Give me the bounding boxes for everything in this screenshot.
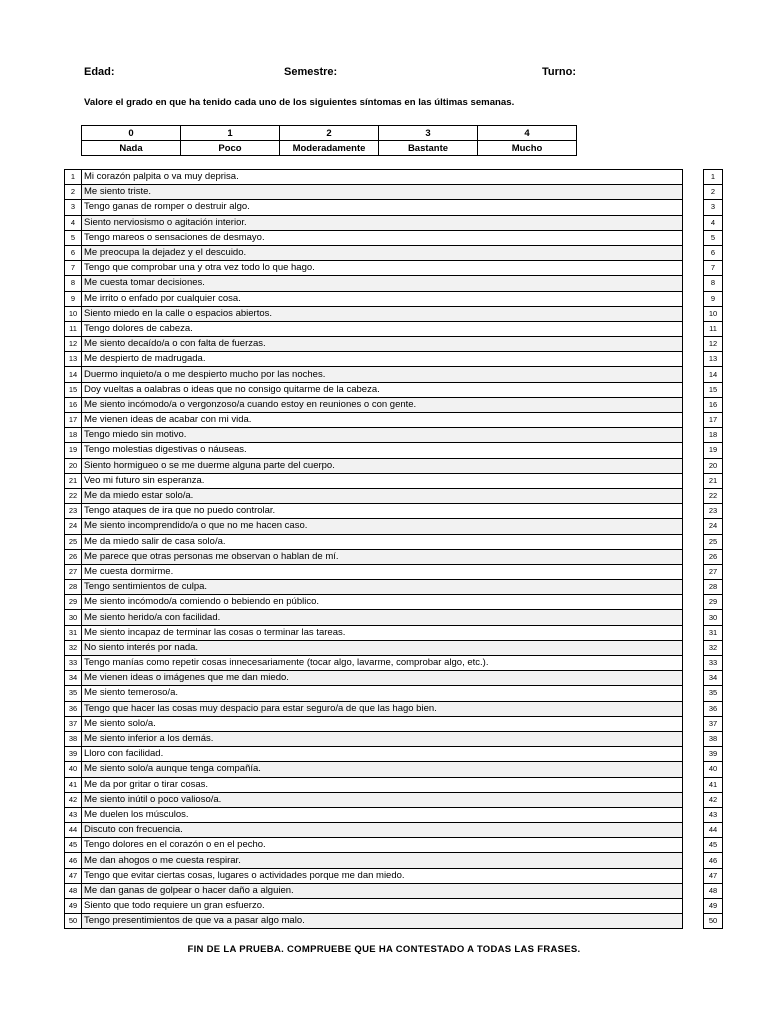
item-text: Me cuesta dormirme.: [82, 564, 683, 579]
item-text: Tengo que hacer las cosas muy despacio para estar seguro/a de que las hago bien.: [82, 701, 683, 716]
scale-label: Bastante: [379, 141, 478, 156]
instruction-text: Valore el grado en que ha tenido cada uno de los siguientes síntomas en las últimas semanas.: [84, 97, 515, 108]
table-row: [65, 899, 723, 914]
column-gap: [683, 564, 704, 579]
column-gap: [683, 443, 704, 458]
item-number-right: 45: [704, 838, 723, 853]
item-text: Tengo dolores de cabeza.: [82, 321, 683, 336]
item-number: 6: [65, 245, 82, 260]
column-gap: [683, 792, 704, 807]
scale-label: Moderadamente: [280, 141, 379, 156]
table-row: [65, 656, 723, 671]
item-number: 8: [65, 276, 82, 291]
item-text: Me siento incómodo/a o vergonzoso/a cuando estoy en reuniones o con gente.: [82, 397, 683, 412]
table-row: [65, 473, 723, 488]
column-gap: [683, 671, 704, 686]
table-row: [65, 580, 723, 595]
item-text: Tengo ganas de romper o destruir algo.: [82, 200, 683, 215]
item-text: Siento que todo requiere un gran esfuerzo.: [82, 899, 683, 914]
column-gap: [683, 595, 704, 610]
item-number-right: 11: [704, 321, 723, 336]
item-number-right: 17: [704, 413, 723, 428]
scale-value: 2: [280, 126, 379, 141]
item-number: 14: [65, 367, 82, 382]
item-number: 50: [65, 914, 82, 929]
item-number: 43: [65, 807, 82, 822]
item-number-right: 8: [704, 276, 723, 291]
item-number: 42: [65, 792, 82, 807]
item-number: 45: [65, 838, 82, 853]
item-number: 34: [65, 671, 82, 686]
item-number: 40: [65, 762, 82, 777]
item-number: 4: [65, 215, 82, 230]
item-number: 26: [65, 549, 82, 564]
item-text: Me siento inferior a los demás.: [82, 731, 683, 746]
table-row: [65, 321, 723, 336]
item-number: 25: [65, 534, 82, 549]
item-number: 46: [65, 853, 82, 868]
item-number: 23: [65, 504, 82, 519]
column-gap: [683, 883, 704, 898]
item-number: 12: [65, 337, 82, 352]
column-gap: [683, 762, 704, 777]
item-number: 49: [65, 899, 82, 914]
scale-value: 0: [82, 126, 181, 141]
column-gap: [683, 610, 704, 625]
item-text: Me parece que otras personas me observan o hablan de mí.: [82, 549, 683, 564]
turno-label: Turno:: [542, 66, 577, 78]
item-number: 24: [65, 519, 82, 534]
item-text: Tengo manías como repetir cosas innecesariamente (tocar algo, lavarme, comprobar algo, etc.).: [82, 656, 683, 671]
table-row: [65, 519, 723, 534]
item-number: 32: [65, 640, 82, 655]
item-number-right: 15: [704, 382, 723, 397]
item-text: Doy vueltas a oalabras o ideas que no consigo quitarme de la cabeza.: [82, 382, 683, 397]
item-number: 31: [65, 625, 82, 640]
column-gap: [683, 549, 704, 564]
table-row: [65, 853, 723, 868]
table-row: [65, 261, 723, 276]
item-number-right: 24: [704, 519, 723, 534]
table-row: [65, 686, 723, 701]
table-row: [65, 397, 723, 412]
item-number: 44: [65, 823, 82, 838]
column-gap: [683, 838, 704, 853]
item-text: Tengo presentimientos de que va a pasar algo malo.: [82, 914, 683, 929]
column-gap: [683, 428, 704, 443]
table-row: [65, 595, 723, 610]
table-row: [65, 367, 723, 382]
item-text: Tengo miedo sin motivo.: [82, 428, 683, 443]
column-gap: [683, 716, 704, 731]
item-number-right: 31: [704, 625, 723, 640]
item-number-right: 23: [704, 504, 723, 519]
table-row: [65, 610, 723, 625]
item-number-right: 39: [704, 747, 723, 762]
table-row: [65, 534, 723, 549]
item-number: 13: [65, 352, 82, 367]
scale-label: Mucho: [478, 141, 577, 156]
item-text: Me siento solo/a.: [82, 716, 683, 731]
table-row: [65, 762, 723, 777]
table-row: [65, 671, 723, 686]
item-number-right: 22: [704, 488, 723, 503]
scale-values-row: [82, 126, 577, 141]
item-number-right: 21: [704, 473, 723, 488]
table-row: [65, 731, 723, 746]
table-row: [65, 564, 723, 579]
item-text: No siento interés por nada.: [82, 640, 683, 655]
scale-value: 3: [379, 126, 478, 141]
item-text: Me siento inútil o poco valioso/a.: [82, 792, 683, 807]
item-text: Lloro con facilidad.: [82, 747, 683, 762]
table-row: [65, 701, 723, 716]
column-gap: [683, 170, 704, 185]
item-number-right: 40: [704, 762, 723, 777]
column-gap: [683, 640, 704, 655]
item-text: Me despierto de madrugada.: [82, 352, 683, 367]
item-number: 1: [65, 170, 82, 185]
item-number: 20: [65, 458, 82, 473]
item-text: Tengo molestias digestivas o náuseas.: [82, 443, 683, 458]
table-row: [65, 777, 723, 792]
item-number: 21: [65, 473, 82, 488]
item-number: 18: [65, 428, 82, 443]
column-gap: [683, 382, 704, 397]
item-number-right: 36: [704, 701, 723, 716]
item-text: Tengo que evitar ciertas cosas, lugares o actividades porque me dan miedo.: [82, 868, 683, 883]
item-number-right: 18: [704, 428, 723, 443]
column-gap: [683, 534, 704, 549]
item-number-right: 20: [704, 458, 723, 473]
table-row: [65, 413, 723, 428]
item-text: Me irrito o enfado por cualquier cosa.: [82, 291, 683, 306]
column-gap: [683, 580, 704, 595]
column-gap: [683, 868, 704, 883]
table-row: [65, 792, 723, 807]
table-row: [65, 443, 723, 458]
column-gap: [683, 504, 704, 519]
table-row: [65, 170, 723, 185]
table-row: [65, 382, 723, 397]
column-gap: [683, 397, 704, 412]
item-number: 35: [65, 686, 82, 701]
table-row: [65, 458, 723, 473]
item-number-right: 42: [704, 792, 723, 807]
item-number-right: 49: [704, 899, 723, 914]
item-text: Me vienen ideas de acabar con mi vida.: [82, 413, 683, 428]
column-gap: [683, 656, 704, 671]
column-gap: [683, 458, 704, 473]
item-number-right: 37: [704, 716, 723, 731]
item-number-right: 48: [704, 883, 723, 898]
item-number-right: 38: [704, 731, 723, 746]
column-gap: [683, 367, 704, 382]
item-number-right: 47: [704, 868, 723, 883]
scale-value: 4: [478, 126, 577, 141]
table-row: [65, 428, 723, 443]
item-number-right: 34: [704, 671, 723, 686]
item-number-right: 35: [704, 686, 723, 701]
column-gap: [683, 777, 704, 792]
scale-labels-row: [82, 141, 577, 156]
column-gap: [683, 200, 704, 215]
item-number: 38: [65, 731, 82, 746]
item-number-right: 14: [704, 367, 723, 382]
item-number: 33: [65, 656, 82, 671]
column-gap: [683, 306, 704, 321]
item-number-right: 27: [704, 564, 723, 579]
table-row: [65, 549, 723, 564]
item-number-right: 43: [704, 807, 723, 822]
table-row: [65, 488, 723, 503]
item-text: Tengo ataques de ira que no puedo controlar.: [82, 504, 683, 519]
table-row: [65, 807, 723, 822]
item-text: Me siento decaído/a o con falta de fuerzas.: [82, 337, 683, 352]
item-number: 30: [65, 610, 82, 625]
item-number: 2: [65, 185, 82, 200]
item-number-right: 29: [704, 595, 723, 610]
table-row: [65, 276, 723, 291]
item-text: Me vienen ideas o imágenes que me dan miedo.: [82, 671, 683, 686]
item-text: Me da por gritar o tirar cosas.: [82, 777, 683, 792]
item-number: 19: [65, 443, 82, 458]
column-gap: [683, 519, 704, 534]
table-row: [65, 625, 723, 640]
item-text: Siento hormigueo o se me duerme alguna parte del cuerpo.: [82, 458, 683, 473]
table-row: [65, 337, 723, 352]
table-row: [65, 200, 723, 215]
item-number-right: 30: [704, 610, 723, 625]
item-number-right: 10: [704, 306, 723, 321]
item-number: 10: [65, 306, 82, 321]
item-number-right: 44: [704, 823, 723, 838]
item-number-right: 28: [704, 580, 723, 595]
item-text: Siento miedo en la calle o espacios abiertos.: [82, 306, 683, 321]
item-number: 17: [65, 413, 82, 428]
column-gap: [683, 731, 704, 746]
item-text: Me siento incómodo/a comiendo o bebiendo en público.: [82, 595, 683, 610]
item-text: Me da miedo salir de casa solo/a.: [82, 534, 683, 549]
item-number-right: 6: [704, 245, 723, 260]
scale-label: Poco: [181, 141, 280, 156]
item-number-right: 41: [704, 777, 723, 792]
item-number-right: 2: [704, 185, 723, 200]
item-text: Tengo sentimientos de culpa.: [82, 580, 683, 595]
table-row: [65, 716, 723, 731]
column-gap: [683, 807, 704, 822]
item-text: Me duelen los músculos.: [82, 807, 683, 822]
table-row: [65, 291, 723, 306]
column-gap: [683, 245, 704, 260]
column-gap: [683, 914, 704, 929]
item-number: 27: [65, 564, 82, 579]
item-number-right: 13: [704, 352, 723, 367]
item-number-right: 3: [704, 200, 723, 215]
column-gap: [683, 291, 704, 306]
column-gap: [683, 230, 704, 245]
item-text: Me siento incapaz de terminar las cosas o terminar las tareas.: [82, 625, 683, 640]
scale-label: Nada: [82, 141, 181, 156]
column-gap: [683, 899, 704, 914]
item-number: 29: [65, 595, 82, 610]
table-row: [65, 230, 723, 245]
table-row: [65, 883, 723, 898]
item-number-right: 16: [704, 397, 723, 412]
item-text: Me siento triste.: [82, 185, 683, 200]
item-number: 7: [65, 261, 82, 276]
item-number: 22: [65, 488, 82, 503]
table-row: [65, 306, 723, 321]
item-text: Mi corazón palpita o va muy deprisa.: [82, 170, 683, 185]
column-gap: [683, 686, 704, 701]
item-number-right: 7: [704, 261, 723, 276]
column-gap: [683, 337, 704, 352]
column-gap: [683, 701, 704, 716]
column-gap: [683, 261, 704, 276]
item-text: Me dan ganas de golpear o hacer daño a alguien.: [82, 883, 683, 898]
symptom-table: [64, 169, 723, 929]
item-number-right: 33: [704, 656, 723, 671]
table-row: [65, 823, 723, 838]
item-number: 9: [65, 291, 82, 306]
item-number: 16: [65, 397, 82, 412]
table-row: [65, 640, 723, 655]
item-number-right: 19: [704, 443, 723, 458]
edad-label: Edad:: [84, 66, 115, 78]
table-row: [65, 868, 723, 883]
column-gap: [683, 321, 704, 336]
item-number-right: 26: [704, 549, 723, 564]
item-text: Me siento solo/a aunque tenga compañía.: [82, 762, 683, 777]
table-row: [65, 914, 723, 929]
item-number: 3: [65, 200, 82, 215]
item-number: 48: [65, 883, 82, 898]
column-gap: [683, 473, 704, 488]
item-text: Discuto con frecuencia.: [82, 823, 683, 838]
table-row: [65, 838, 723, 853]
column-gap: [683, 215, 704, 230]
column-gap: [683, 488, 704, 503]
item-number-right: 5: [704, 230, 723, 245]
item-number-right: 4: [704, 215, 723, 230]
table-row: [65, 504, 723, 519]
column-gap: [683, 823, 704, 838]
item-text: Me preocupa la dejadez y el descuido.: [82, 245, 683, 260]
item-text: Tengo que comprobar una y otra vez todo lo que hago.: [82, 261, 683, 276]
table-row: [65, 185, 723, 200]
table-row: [65, 747, 723, 762]
item-text: Me siento temeroso/a.: [82, 686, 683, 701]
item-text: Siento nerviosismo o agitación interior.: [82, 215, 683, 230]
item-number: 41: [65, 777, 82, 792]
item-number-right: 1: [704, 170, 723, 185]
item-number: 39: [65, 747, 82, 762]
table-row: [65, 245, 723, 260]
table-row: [65, 215, 723, 230]
column-gap: [683, 185, 704, 200]
footer-note: FIN DE LA PRUEBA. COMPRUEBE QUE HA CONTESTADO A TODAS LAS FRASES.: [187, 944, 581, 955]
item-text: Me cuesta tomar decisiones.: [82, 276, 683, 291]
table-row: [65, 352, 723, 367]
item-number: 36: [65, 701, 82, 716]
item-text: Tengo mareos o sensaciones de desmayo.: [82, 230, 683, 245]
item-number: 5: [65, 230, 82, 245]
item-number: 28: [65, 580, 82, 595]
item-text: Duermo inquieto/a o me despierto mucho por las noches.: [82, 367, 683, 382]
item-number-right: 25: [704, 534, 723, 549]
item-text: Me dan ahogos o me cuesta respirar.: [82, 853, 683, 868]
item-number: 11: [65, 321, 82, 336]
column-gap: [683, 413, 704, 428]
item-number-right: 50: [704, 914, 723, 929]
scale-value: 1: [181, 126, 280, 141]
column-gap: [683, 853, 704, 868]
column-gap: [683, 352, 704, 367]
column-gap: [683, 625, 704, 640]
item-text: Me da miedo estar solo/a.: [82, 488, 683, 503]
item-text: Me siento herido/a con facilidad.: [82, 610, 683, 625]
item-text: Me siento incomprendido/a o que no me hacen caso.: [82, 519, 683, 534]
column-gap: [683, 747, 704, 762]
scale-legend: [81, 125, 577, 156]
item-number-right: 12: [704, 337, 723, 352]
item-number-right: 32: [704, 640, 723, 655]
semestre-label: Semestre:: [284, 66, 338, 78]
item-number-right: 46: [704, 853, 723, 868]
item-number: 37: [65, 716, 82, 731]
column-gap: [683, 276, 704, 291]
item-number: 15: [65, 382, 82, 397]
item-number: 47: [65, 868, 82, 883]
item-text: Tengo dolores en el corazón o en el pecho.: [82, 838, 683, 853]
item-number-right: 9: [704, 291, 723, 306]
item-text: Veo mi futuro sin esperanza.: [82, 473, 683, 488]
